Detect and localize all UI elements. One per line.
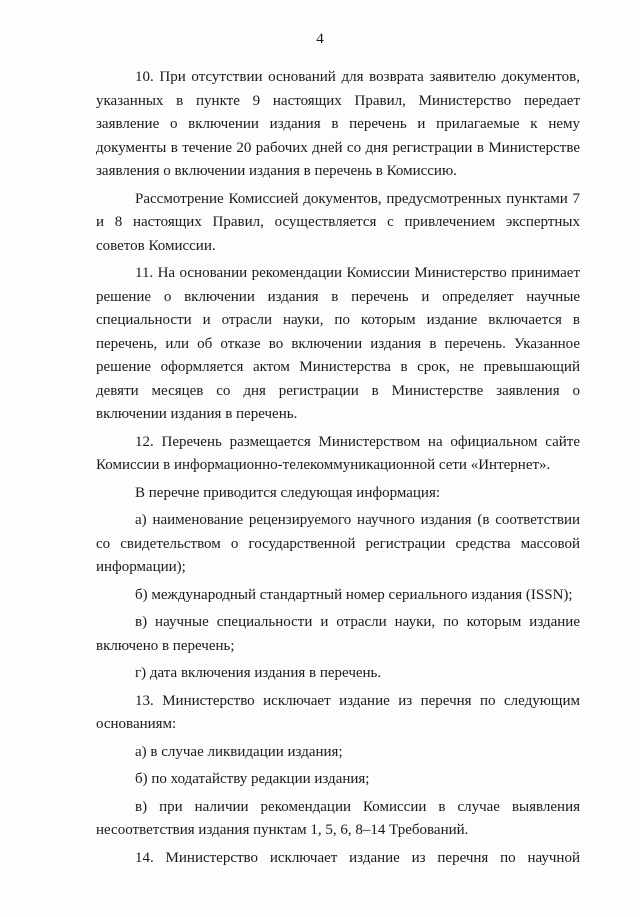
paragraph-14: 14. Министерство исключает издание из перечня по научной <box>135 849 580 866</box>
list-item-g: г) дата включения издания в перечень. <box>135 665 382 681</box>
list-item-a: а) наименование рецензируемого научного издания (в соответствии со свидетельством о государственной регистрации средства массовой информации); <box>96 512 580 575</box>
exclusion-item-b: б) по ходатайству редакции издания; <box>135 771 370 787</box>
list-item-v: в) научные специальности и отрасли науки, по которым издание включено в перечень; <box>96 614 580 654</box>
paragraph-11: 11. На основании рекомендации Комиссии Министерство принимает решение о включении издания в перечень и определяет научные специальности и отрасли науки, по которым издание включается в перечень, или об отказе во включении издания в перечень. Указанное решение оформляется актом Министерства в срок, не превышающий девяти месяцев со дня регистрации в Министерстве заявления о включении издания в перечень. <box>96 265 580 422</box>
paragraph-review: Рассмотрение Комиссией документов, предусмотренных пунктами 7 и 8 настоящих Правил, осуществляется с привлечением экспертных советов Комиссии. <box>96 190 580 254</box>
exclusion-item-a: а) в случае ликвидации издания; <box>135 743 343 760</box>
paragraph-list-intro: В перечне приводится следующая информация: <box>135 484 441 501</box>
list-item-b: б) международный стандартный номер сериального издания (ISSN); <box>135 586 573 603</box>
document-body <box>96 66 580 870</box>
paragraph-12: 12. Перечень размещается Министерством на официальном сайте Комиссии в информационно-телекоммуникационной сети «Интернет». <box>96 433 580 473</box>
paragraph-13: 13. Министерство исключает издание из перечня по следующим основаниям: <box>96 692 580 732</box>
page-number: 4 <box>316 31 324 47</box>
paragraph-10: 10. При отсутствии оснований для возврата заявителю документов, указанных в пункте 9 настоящих Правил, Министерство передает заявление о включении издания в перечень и прилагаемые к нему документы в течение 20 рабочих дней со дня регистрации в Министерстве заявления о включении издания в перечень в Комиссию. <box>96 69 580 179</box>
exclusion-item-v: в) при наличии рекомендации Комиссии в случае выявления несоответствия издания пунктам 1, 5, 6, 8–14 Требований. <box>96 798 580 838</box>
